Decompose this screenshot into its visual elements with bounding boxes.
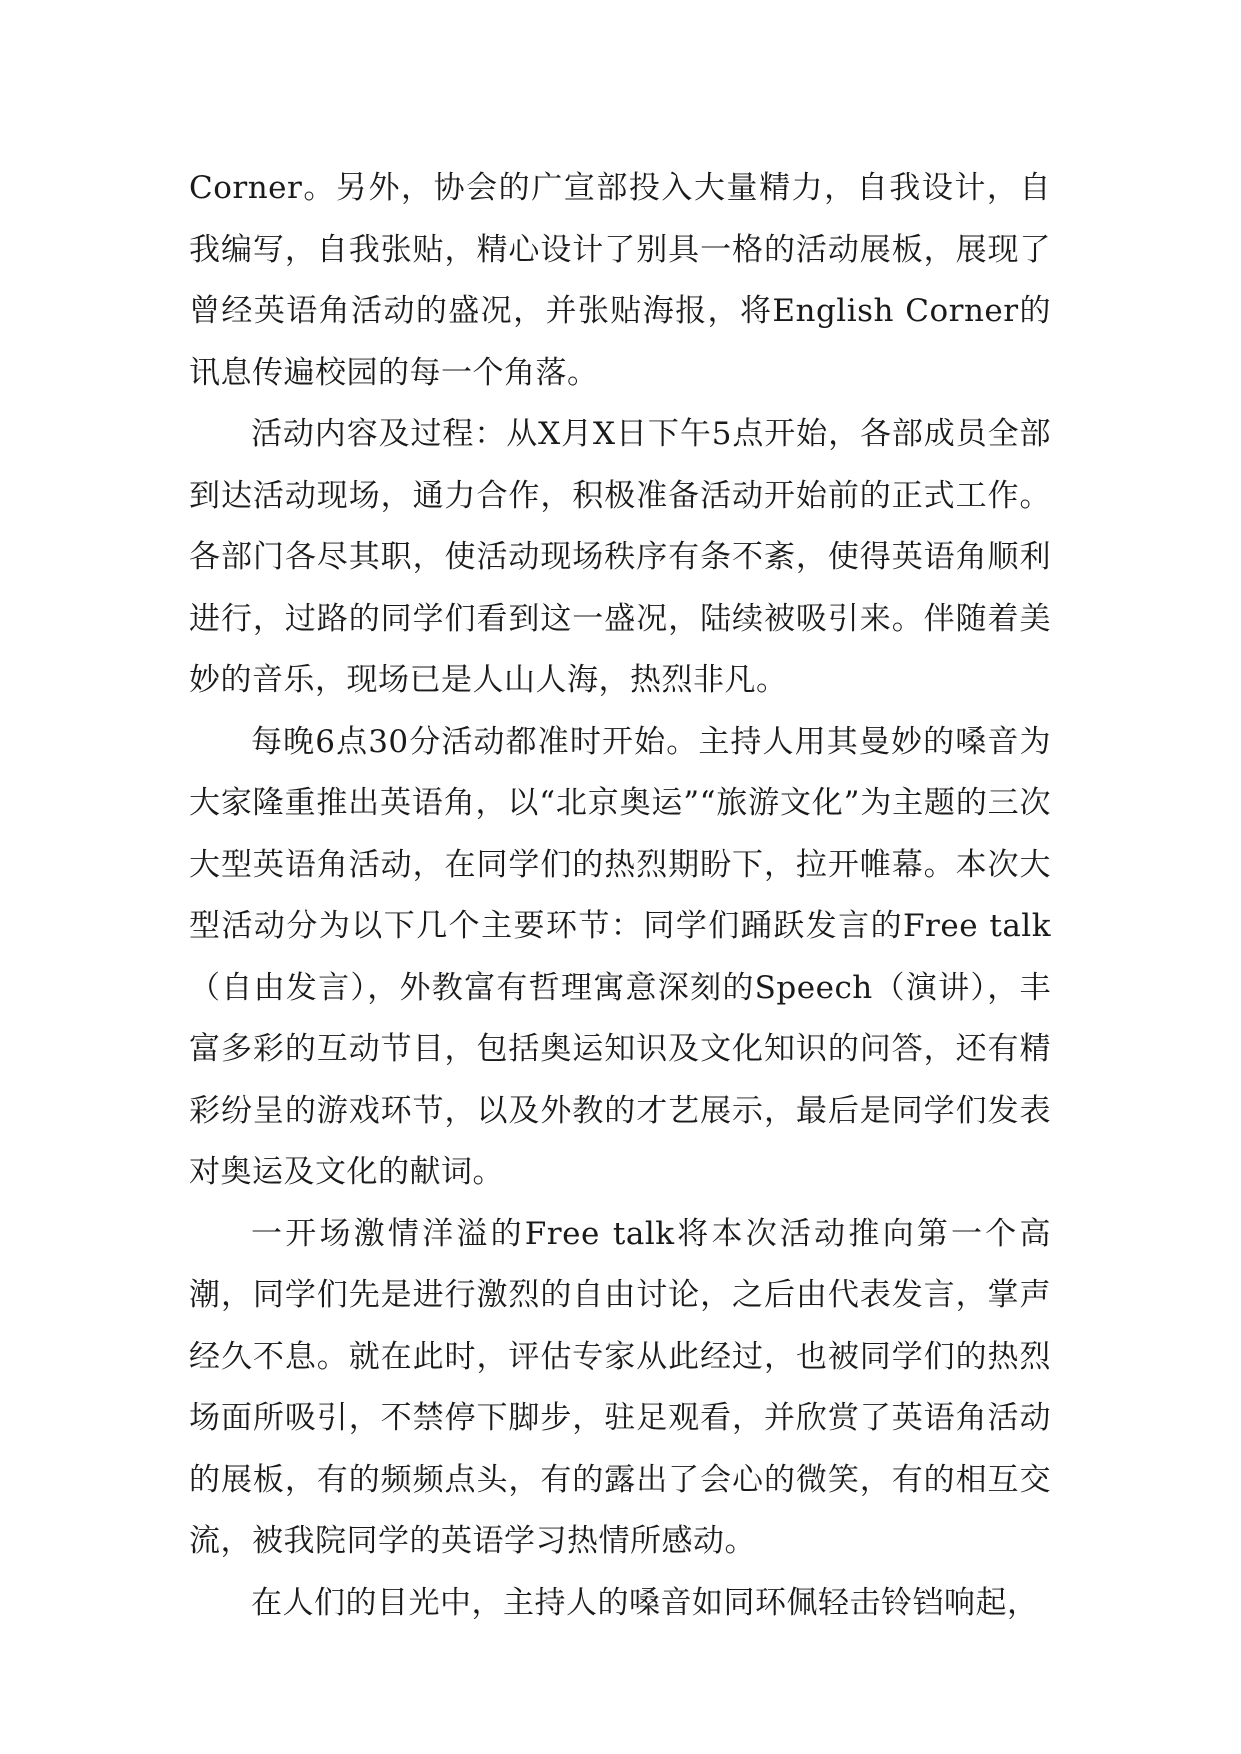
paragraph-4: 一开场激情洋溢的Free talk将本次活动推向第一个高潮，同学们先是进行激烈的自由讨论，之后由代表发言，掌声经久不息。就在此时，评估专家从此经过，也被同学们的热烈场面所吸引，不禁停下脚步，驻足观看，并欣赏了英语角活动的展板，有的频频点头，有的露出了会心的微笑，有的相互交流，被我院同学的英语学习热情所感动。 xyxy=(189,1215,1051,1559)
document-body xyxy=(189,158,1051,1634)
paragraph-2: 活动内容及过程：从X月X日下午5点开始，各部成员全部到达活动现场，通力合作，积极准备活动开始前的正式工作。各部门各尽其职，使活动现场秩序有条不紊，使得英语角顺利进行，过路的同学们看到这一盛况，陆续被吸引来。伴随着美妙的音乐，现场已是人山人海，热烈非凡。 xyxy=(189,416,1051,698)
paragraph-5: 在人们的目光中，主持人的嗓音如同环佩轻击铃铛响起， xyxy=(251,1584,1039,1621)
paragraph-1: Corner。另外，协会的广宣部投入大量精力，自我设计，自我编写，自我张贴，精心设计了别具一格的活动展板，展现了曾经英语角活动的盛况，并张贴海报，将English Corner的讯息传遍校园的每一个角落。 xyxy=(189,170,1051,391)
paragraph-3: 每晚6点30分活动都准时开始。主持人用其曼妙的嗓音为大家隆重推出英语角，以“北京奥运”“旅游文化”为主题的三次大型英语角活动，在同学们的热烈期盼下，拉开帷幕。本次大型活动分为以下几个主要环节：同学们踊跃发言的Free talk（自由发言），外教富有哲理寓意深刻的Speech（演讲），丰富多彩的互动节目，包括奥运知识及文化知识的问答，还有精彩纷呈的游戏环节，以及外教的才艺展示，最后是同学们发表对奥运及文化的献词。 xyxy=(189,723,1051,1190)
